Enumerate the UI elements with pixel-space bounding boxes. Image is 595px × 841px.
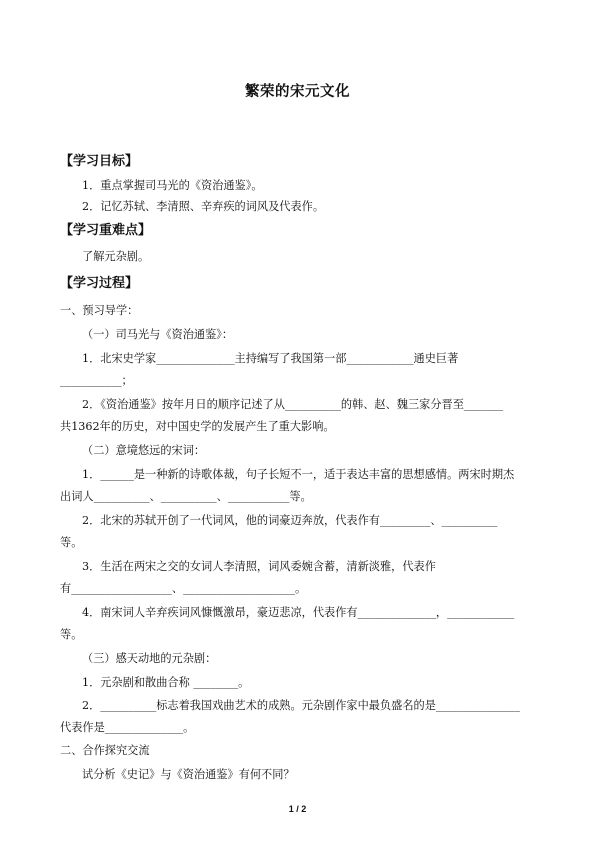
body-line: 4．南宋词人辛弃疾词风慷慨激昂，豪迈悲凉，代表作有______________，____________: [82, 606, 515, 619]
page-number: 1 / 2: [288, 804, 307, 814]
body-line: 2．__________标志着我国戏曲艺术的成熟。元杂剧作家中最负盛名的是_______________: [82, 699, 520, 712]
body-line: 二、合作探究交流: [60, 744, 150, 757]
key-point-item: 了解元杂剧。: [82, 250, 150, 263]
page-title: 繁荣的宋元文化: [245, 84, 350, 100]
body-line: 共1362年的历史，对中国史学的发展产生了重大影响。: [60, 420, 335, 433]
body-line: 试分析《史记》与《资治通鉴》有何不同？: [82, 768, 295, 781]
body-line: 2．《资治通鉴》按年月日的顺序记述了从__________的韩、赵、魏三家分晋至_______: [82, 398, 504, 411]
body-line: （二）意境悠远的宋词：: [82, 444, 206, 457]
body-line: 出词人__________、__________、___________等。: [60, 490, 312, 503]
body-line: （三）感天动地的元杂剧：: [82, 652, 217, 665]
body-line: 2．北宋的苏轼开创了一代词风，他的词豪迈奔放，代表作有_________、__________: [82, 514, 498, 527]
body-line: 有__________________、____________________。: [60, 582, 307, 595]
section-heading-key-points: 【学习重难点】: [60, 223, 152, 238]
body-line: ___________；: [60, 374, 133, 387]
body-line: 等。: [60, 628, 83, 641]
body-line: 代表作是______________。: [60, 721, 195, 734]
goal-item: 1．重点掌握司马光的《资治通鉴》。: [82, 179, 263, 192]
body-line: 3．生活在两宋之交的女词人李清照，词风委婉含蓄，清新淡雅，代表作: [82, 560, 436, 573]
goal-item: 2．记忆苏轼、李清照、辛弃疾的词风及代表作。: [82, 200, 325, 213]
body-line: 1．元杂剧和散曲合称 ________。: [82, 676, 250, 689]
section-heading-goals: 【学习目标】: [60, 154, 139, 169]
body-line: （一）司马光与《资治通鉴》：: [82, 328, 234, 341]
body-line: 一、预习导学：: [60, 304, 139, 317]
body-line: 1．______是一种新的诗歌体裁，句子长短不一，适于表达丰富的思想感情。两宋时期杰: [82, 468, 515, 481]
body-line: 1．北宋史学家______________主持编写了我国第一部____________通史巨著: [82, 352, 459, 365]
body-line: 等。: [60, 536, 83, 549]
section-heading-process: 【学习过程】: [60, 276, 139, 291]
